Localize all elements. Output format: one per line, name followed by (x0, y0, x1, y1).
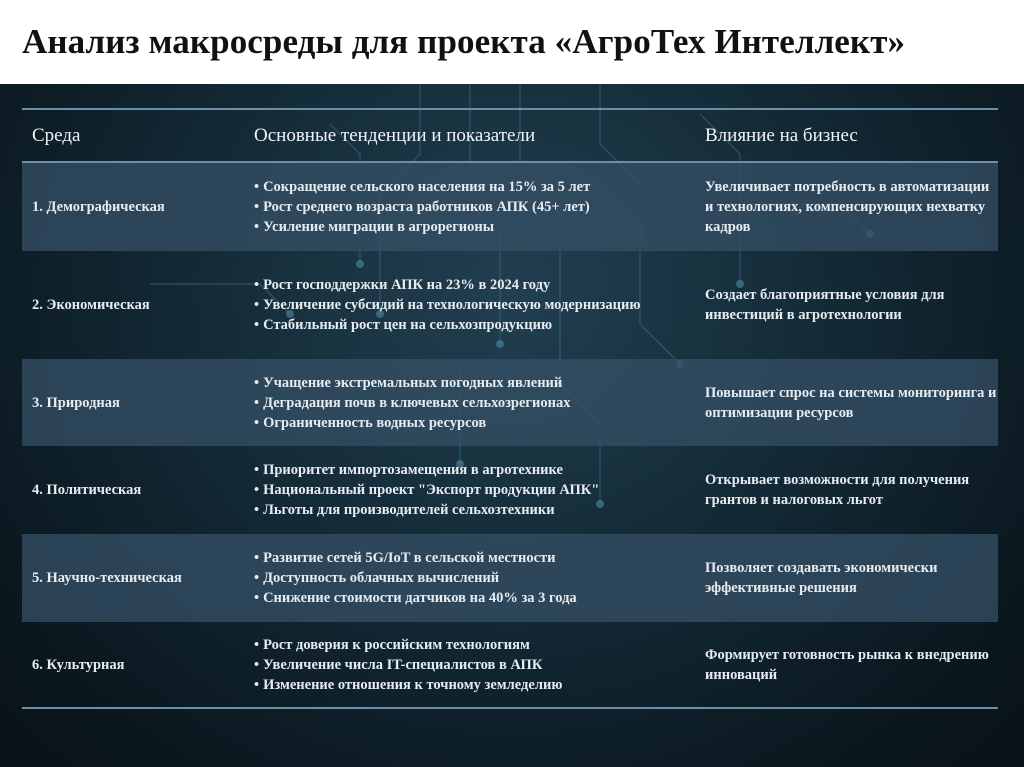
trends-cell (244, 359, 695, 446)
trend-text: Рост доверия к российским технологиям (263, 636, 530, 653)
macro-environment-table (22, 108, 998, 709)
bullet: • (254, 394, 260, 411)
trend-item (254, 655, 695, 675)
trend-text: Национальный проект "Экспорт продукции АПК" (263, 482, 600, 498)
trends-list (254, 635, 695, 695)
bullet: • (254, 374, 260, 391)
environment-cell: 5. Научно-техническая (22, 534, 244, 622)
impact-cell: Открывает возможности для получения грантов и налоговых льгот (705, 472, 970, 508)
bullet: • (254, 462, 260, 478)
table-row (22, 251, 998, 359)
trend-item (254, 635, 695, 655)
impact-cell: Повышает спрос на системы мониторинга и оптимизации ресурсов (695, 359, 998, 446)
trend-item (254, 500, 695, 520)
impact-cell: Позволяет создавать экономически эффективные решения (695, 534, 998, 622)
trend-item (254, 197, 695, 217)
bullet: • (254, 590, 260, 606)
trends-cell (244, 534, 695, 622)
table-row (22, 446, 998, 534)
trend-item (254, 588, 695, 608)
trend-item (254, 275, 695, 295)
header-impact: Влияние на бизнес (705, 124, 858, 146)
trends-cell (244, 622, 695, 708)
bullet: • (254, 179, 260, 195)
trends-list (254, 177, 695, 237)
trend-text: Рост господдержки АПК на 23% в 2024 году (263, 277, 551, 293)
trend-item (254, 217, 695, 237)
trend-item (254, 548, 695, 568)
trend-item (254, 177, 695, 197)
table-row (22, 162, 998, 251)
bullet: • (254, 199, 260, 215)
trend-text: Развитие сетей 5G/IoT в сельской местности (263, 550, 556, 566)
header-trends: Основные тенденции и показатели (254, 124, 536, 146)
bullet: • (254, 277, 260, 293)
trend-text: Изменение отношения к точному земледелию (263, 676, 563, 693)
trends-cell (244, 162, 695, 251)
impact-cell: Увеличивает потребность в автоматизации и технологиях, компенсирующих нехватку кадров (695, 162, 998, 251)
trend-text: Приоритет импортозамещения в агротехнике (263, 462, 563, 478)
trend-item (254, 675, 695, 695)
impact-cell: Формирует готовность рынка к внедрению инноваций (705, 646, 989, 683)
table-row (22, 359, 998, 446)
trend-item (254, 295, 695, 315)
trend-text: Усиление миграции в агрорегионы (263, 219, 495, 235)
bullet: • (254, 219, 260, 235)
bullet: • (254, 676, 260, 693)
bullet: • (254, 636, 260, 653)
trends-cell (244, 446, 695, 534)
trend-text: Доступность облачных вычислений (263, 570, 500, 586)
trend-item (254, 373, 695, 393)
trend-text: Деградация почв в ключевых сельхозрегионах (263, 394, 571, 411)
bullet: • (254, 317, 260, 333)
trend-text: Учащение экстремальных погодных явлений (263, 374, 563, 391)
trend-item (254, 460, 695, 480)
trends-cell (244, 251, 695, 359)
environment-cell: 6. Культурная (32, 656, 125, 673)
macro-environment-table-wrap (22, 108, 998, 709)
trends-list (254, 460, 695, 520)
table-header-row (22, 109, 998, 162)
environment-cell: 3. Природная (22, 359, 244, 446)
header-environment: Среда (32, 124, 81, 146)
trends-list (254, 373, 695, 433)
table-row (22, 622, 998, 708)
trend-text: Рост среднего возраста работников АПК (45+ лет) (263, 199, 590, 215)
bullet: • (254, 414, 260, 431)
bullet: • (254, 297, 260, 313)
environment-cell: 1. Демографическая (22, 162, 244, 251)
bullet: • (254, 656, 260, 673)
trend-text: Ограниченность водных ресурсов (263, 414, 487, 431)
title-bar (0, 0, 1024, 84)
trend-text: Увеличение числа IT-специалистов в АПК (263, 656, 543, 673)
trends-list (254, 275, 695, 335)
table-row (22, 534, 998, 622)
trend-item (254, 393, 695, 413)
bullet: • (254, 570, 260, 586)
bullet: • (254, 482, 260, 498)
trend-text: Стабильный рост цен на сельхозпродукцию (263, 317, 553, 333)
environment-cell: 2. Экономическая (32, 297, 150, 313)
trend-item (254, 480, 695, 500)
environment-cell: 4. Политическая (32, 482, 142, 498)
trend-item (254, 413, 695, 433)
trends-list (254, 548, 695, 608)
bullet: • (254, 550, 260, 566)
trend-text: Увеличение субсидий на технологическую модернизацию (263, 297, 641, 313)
bullet: • (254, 502, 260, 518)
page-title: Анализ макросреды для проекта «АгроТех Интеллект» (22, 22, 906, 61)
trend-text: Снижение стоимости датчиков на 40% за 3 года (263, 590, 577, 606)
trend-item (254, 568, 695, 588)
trend-item (254, 315, 695, 335)
impact-cell: Создает благоприятные условия для инвестиций в агротехнологии (705, 287, 945, 323)
trend-text: Льготы для производителей сельхозтехники (263, 502, 555, 518)
trend-text: Сокращение сельского населения на 15% за 5 лет (263, 179, 591, 195)
